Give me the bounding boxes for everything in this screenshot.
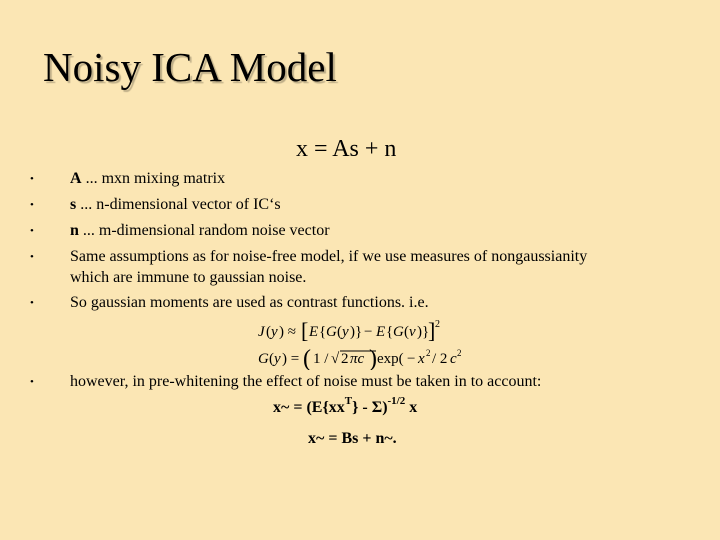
bullet-text: ... mxn mixing matrix (81, 170, 226, 187)
svg-text:1 /: 1 / (313, 351, 329, 367)
svg-text:−: − (407, 351, 416, 367)
svg-text:2: 2 (426, 348, 431, 358)
bullet-text: So gaussian moments are used as contrast functions. i.e. (70, 294, 429, 311)
svg-text:(: ( (303, 346, 311, 370)
bullet-icon: • (30, 251, 34, 263)
bullet-icon: • (30, 173, 34, 185)
svg-text:y: y (342, 324, 349, 340)
svg-text:−: − (364, 324, 373, 340)
svg-text:/ 2: / 2 (432, 351, 448, 367)
svg-text:{: { (319, 324, 327, 340)
svg-text:G: G (326, 324, 337, 340)
svg-text:exp(: exp( (377, 351, 404, 367)
matrix-symbol: A (70, 170, 82, 187)
svg-text:{: { (386, 324, 394, 340)
svg-text:√: √ (331, 351, 340, 367)
contrast-function-formula (255, 316, 465, 370)
bullet-text: however, in pre-whitening the effect of noise must be taken in to account: (70, 373, 542, 390)
bullet-text: ... m-dimensional random noise vector (78, 222, 330, 239)
svg-text:(: ( (404, 324, 409, 340)
svg-text:J: J (258, 324, 265, 340)
svg-text:2: 2 (341, 351, 349, 367)
svg-text:)}: )} (417, 324, 430, 340)
bullet-icon: • (30, 297, 34, 309)
whitening-equation: x~ = $(E\{xx^T\} - \Sigma)^{-1/2}$ x (273, 395, 418, 416)
svg-text:) ≈: ) ≈ (279, 324, 296, 340)
noise-symbol: n (70, 222, 79, 239)
whitened-model-equation: x~ = Bs + n~. (308, 430, 397, 447)
svg-text:x: x (418, 351, 425, 367)
bullet-text: Same assumptions as for noise-free model, if we use measures of nongaussianity (70, 248, 588, 265)
bullet-text: which are immune to gaussian noise. (70, 269, 307, 286)
svg-text:]: ] (428, 318, 436, 343)
main-equation: x = As + n (296, 136, 397, 162)
page-title: Noisy ICA Model (43, 44, 337, 90)
svg-text:): ) (369, 346, 377, 370)
svg-text:)}: )} (350, 324, 363, 340)
svg-text:c: c (450, 351, 457, 367)
bullet-icon: • (30, 376, 34, 388)
svg-text:[: [ (301, 318, 309, 343)
svg-text:2: 2 (457, 348, 462, 358)
svg-text:G: G (258, 351, 269, 367)
bullet-text: ... n-dimensional vector of IC‘s (76, 196, 281, 213)
svg-text:G: G (393, 324, 404, 340)
bullet-icon: • (30, 199, 34, 211)
svg-text:E: E (309, 324, 319, 340)
svg-text:y: y (274, 351, 281, 367)
vector-symbol: s (70, 196, 77, 213)
svg-text:πc: πc (350, 351, 365, 367)
svg-text:) =: ) = (282, 351, 300, 367)
svg-text:2: 2 (435, 319, 440, 330)
bullet-icon: • (30, 225, 34, 237)
svg-text:ν: ν (409, 324, 416, 340)
svg-text:(: ( (337, 324, 342, 340)
svg-text:E: E (376, 324, 386, 340)
svg-text:(: ( (266, 324, 271, 340)
svg-text:y: y (271, 324, 278, 340)
svg-text:(: ( (269, 351, 274, 367)
